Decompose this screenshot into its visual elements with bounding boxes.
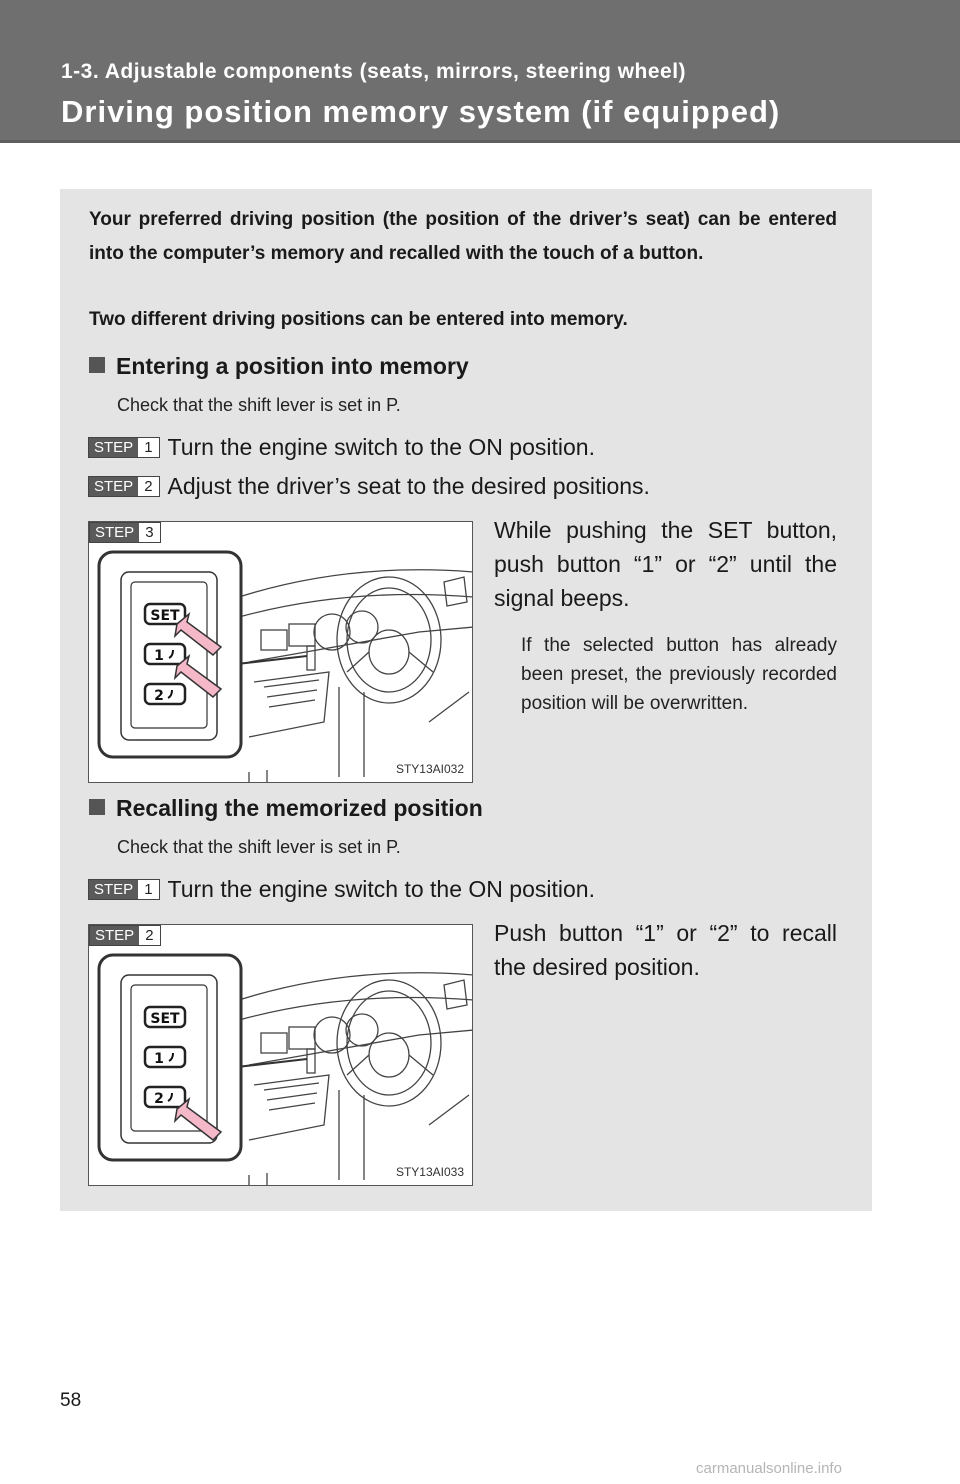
square-bullet-icon [89,799,105,815]
button-2-label: 2 [154,1091,164,1107]
button-2-label: 2 [154,688,164,704]
figure-code: STY13AI032 [395,762,464,776]
step-3-subnote: If the selected button has already been preset, the previously recorded position will be overwritten. [521,635,837,714]
button-1-label: 1 [154,1051,164,1067]
dashboard-illustration [89,925,473,1186]
step-text: Turn the engine switch to the ON position. [167,434,595,460]
section-label: 1-3. Adjustable components (seats, mirrors, steering wheel) [61,60,687,83]
figure-code: STY13AI033 [395,1165,464,1179]
entering-step-1 [88,434,595,461]
recalling-note: Check that the shift lever is set in P. [117,837,401,857]
header-bar [0,0,960,143]
figure-set-memory [88,521,473,783]
step-badge: STEP 1 [88,879,160,900]
recalling-heading-text: Recalling the memorized position [116,795,483,821]
set-button-label: SET [150,1011,180,1027]
step-text: Turn the engine switch to the ON position. [167,876,595,902]
intro-paragraph-2: Two different driving positions can be entered into memory. [89,309,628,330]
entering-heading-text: Entering a position into memory [116,353,469,379]
page-title: Driving position memory system (if equipped) [61,94,781,129]
step-text: Adjust the driver’s seat to the desired positions. [167,473,650,499]
recall-step-2-text: Push button “1” or “2” to recall the desired position. [494,920,837,980]
entering-note: Check that the shift lever is set in P. [117,395,401,415]
figure-recall-memory [88,924,473,1186]
entering-step-2 [88,473,650,500]
step-badge: STEP 3 [89,522,161,543]
button-1-label: 1 [154,648,164,664]
step-badge: STEP 2 [89,925,161,946]
step-badge: STEP 1 [88,437,160,458]
step-3-text: While pushing the SET button, push button “1” or “2” until the signal beeps. [494,517,837,611]
recalling-heading [89,795,483,822]
dashboard-illustration [89,522,473,783]
entering-heading [89,353,469,380]
step-badge: STEP 2 [88,476,160,497]
set-button-label: SET [150,608,180,624]
square-bullet-icon [89,357,105,373]
intro-paragraph: Your preferred driving position (the position of the driver’s seat) can be entered into the computer’s memory and recalled with the touch of a button. [89,209,837,264]
recalling-step-1 [88,876,595,903]
watermark: carmanualsonline.info [696,1460,842,1477]
page-number: 58 [60,1390,82,1411]
